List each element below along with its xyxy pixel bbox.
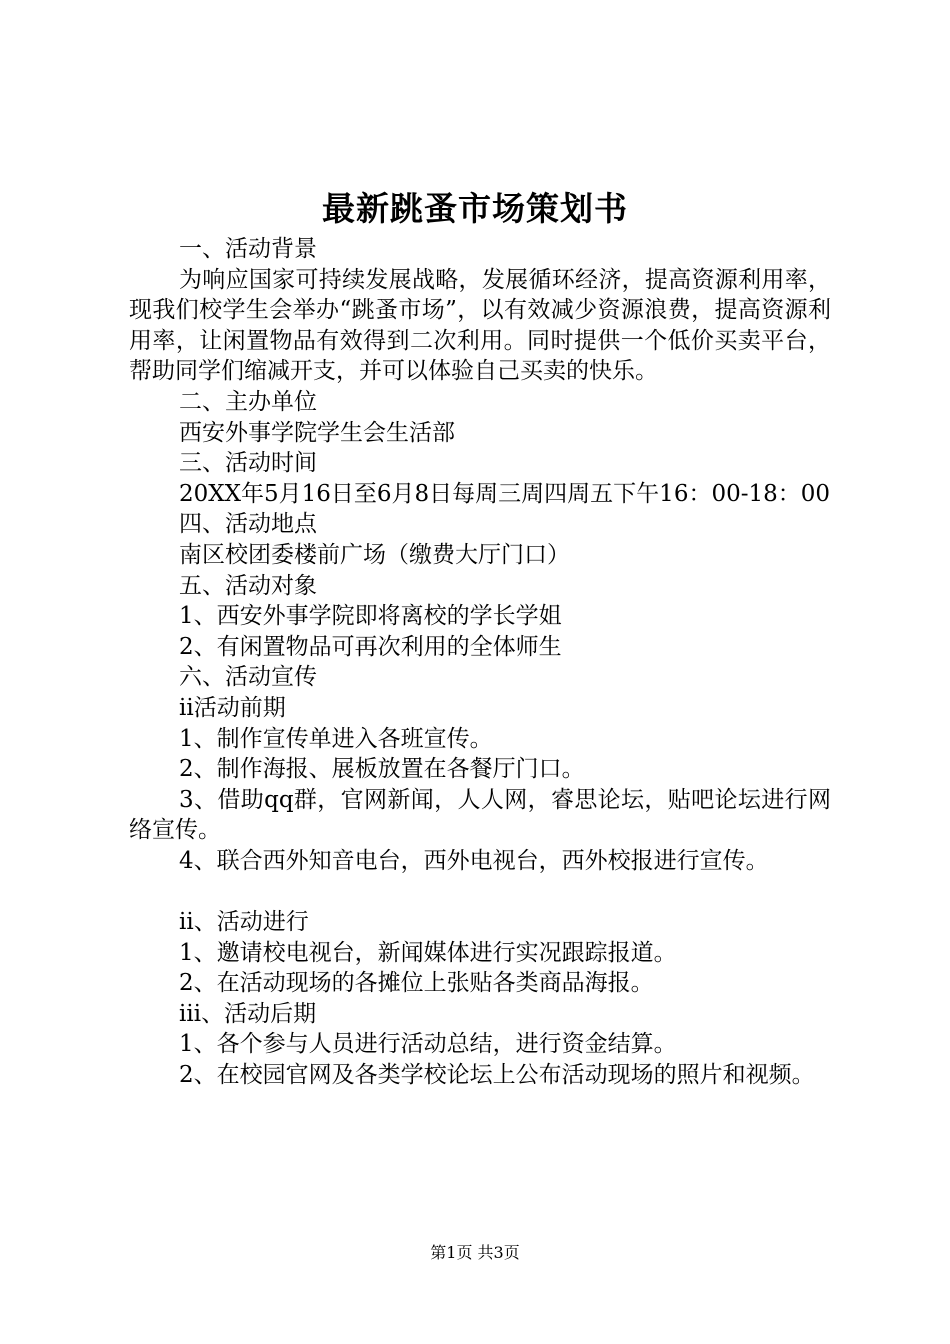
paragraph-location: 南区校团委楼前广场（缴费大厅门口） <box>179 541 570 568</box>
subheading-pre-event: ⅱ活动前期 <box>179 694 286 721</box>
list-item: 2、有闲置物品可再次利用的全体师生 <box>179 633 562 660</box>
list-item: 3、借助qq群，官网新闻，人人网，睿思论坛，贴吧论坛进行网络宣传。 <box>129 786 831 844</box>
paragraph-organizer: 西安外事学院学生会生活部 <box>179 419 455 446</box>
list-item: 4、联合西外知音电台，西外电视台，西外校报进行宣传。 <box>179 847 769 874</box>
document-title: 最新跳蚤市场策划书 <box>322 189 628 228</box>
heading-organizer: 二、主办单位 <box>179 388 317 415</box>
heading-promotion: 六、活动宣传 <box>179 664 317 691</box>
document-body <box>129 234 831 1091</box>
list-item: 1、西安外事学院即将离校的学长学姐 <box>179 603 562 630</box>
list-item: 1、各个参与人员进行活动总结，进行资金结算。 <box>179 1031 677 1058</box>
heading-background: 一、活动背景 <box>179 236 317 262</box>
blank-line <box>129 876 831 907</box>
subheading-during-event: ⅱ、活动进行 <box>179 909 309 936</box>
paragraph-background: 为响应国家可持续发展战略，发展循环经济，提高资源利用率，现我们校学生会举办“跳蚤市场”，以有效减少资源浪费，提高资源利用率，让闲置物品有效得到二次利用。同时提供一个低价买卖平台，帮助同学们缩减开支，并可以体验自己买卖的快乐。 <box>129 266 831 385</box>
subheading-post-event: ⅲ、活动后期 <box>179 1000 317 1027</box>
paragraph-time: 20XX年5月16日至6月8日每周三周四周五下午16：00-18：00 <box>179 480 831 507</box>
list-item: 1、制作宣传单进入各班宣传。 <box>179 725 493 752</box>
list-item: 1、邀请校电视台，新闻媒体进行实况跟踪报道。 <box>179 939 677 966</box>
heading-audience: 五、活动对象 <box>179 572 317 599</box>
heading-time: 三、活动时间 <box>179 450 317 477</box>
list-item: 2、在活动现场的各摊位上张贴各类商品海报。 <box>179 970 654 997</box>
list-item: 2、在校园官网及各类学校论坛上公布活动现场的照片和视频。 <box>179 1062 815 1089</box>
page-number: 第1页 共3页 <box>430 1243 520 1262</box>
list-item: 2、制作海报、展板放置在各餐厅门口。 <box>179 756 585 783</box>
heading-location: 四、活动地点 <box>179 511 317 538</box>
